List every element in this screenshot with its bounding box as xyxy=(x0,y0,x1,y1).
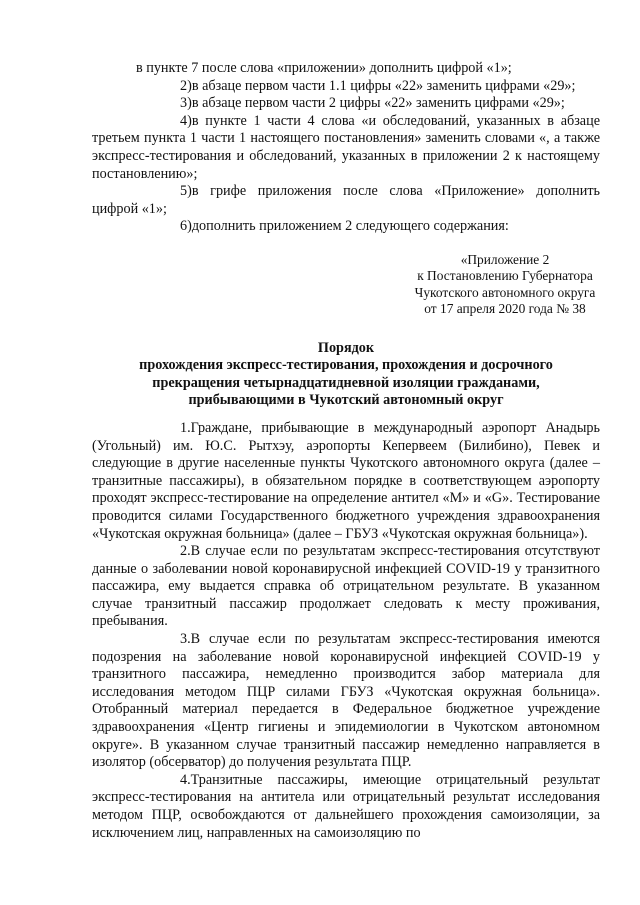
appendix-header-line: Чукотского автономного округа xyxy=(414,284,596,300)
amendment-number: 4) xyxy=(180,112,192,129)
amendment-number: 5) xyxy=(180,183,192,200)
title-line: прибывающими в Чукотский автономный округ xyxy=(188,392,504,409)
amendments-list xyxy=(92,60,600,236)
item-text: Граждане, прибывающие в международный аэропорт Анадырь (Угольный) им. Ю.С. Рытхэу, аэропорты Кепервеем (Билибино), Певек и следующие в другие населенные пункты Чукотского автономного округа (далее – транзитные пассажиры), в обязательном порядке в соответствующем аэропорту проходят экспресс-тестирование на определение антител «М» и «G». Тестирование проводится силами Государственного бюджетного учреждения здравоохранения «Чукотская окружная больница» (далее – ГБУЗ «Чукотская окружная больница»). xyxy=(92,419,600,542)
amendment-item-5 xyxy=(92,183,600,218)
amendment-text: в пункте 7 после слова «приложении» дополнить цифрой «1»; xyxy=(136,60,512,76)
procedure-item-3 xyxy=(92,631,600,772)
amendment-text: в абзаце первом части 2 цифры «22» заменить цифрами «29»; xyxy=(191,95,565,112)
amendment-number: 3) xyxy=(180,95,192,112)
amendment-text: дополнить приложением 2 следующего содержания: xyxy=(191,218,509,235)
amendment-item-1 xyxy=(92,60,600,78)
amendment-item-2 xyxy=(92,78,600,96)
amendment-item-3 xyxy=(92,95,600,113)
item-text: Транзитные пассажиры, имеющие отрицательный результат экспресс-тестирования на антитела или отрицательный результат исследования методом ПЦР, освобождаются от дальнейшего прохождения самоизоляции, за исключением лиц, направленных на самоизоляцию по xyxy=(92,771,600,841)
appendix-header-line: от 17 апреля 2020 года № 38 xyxy=(424,301,586,317)
amendment-item-4 xyxy=(92,113,600,183)
item-number: 3. xyxy=(180,631,191,648)
amendment-text: в абзаце первом части 1.1 цифры «22» заменить цифрами «29»; xyxy=(191,77,576,94)
title-line: прекращения четырнадцатидневной изоляции гражданами, xyxy=(152,374,540,391)
item-text: В случае если по результатам экспресс-тестирования имеются подозрения на заболевание новой коронавирусной инфекцией COVID-19 у транзитного пассажира, немедленно производится забор материала для исследования методом ПЦР силами ГБУЗ «Чукотская окружная больница». Отобранный материал передается в Федеральное бюджетное учреждение здравоохранения «Центр гигиены и эпидемиологии в Чукотском автономном округе». В указанном случае транзитный пассажир немедленно направляется в изолятор (обсерватор) до получения результата ПЦР. xyxy=(92,631,600,771)
appendix-header-line: «Приложение 2 xyxy=(460,251,550,267)
item-number: 2. xyxy=(180,543,191,560)
title-line: Порядок xyxy=(317,339,375,356)
procedure-item-4 xyxy=(92,772,600,842)
procedure-items xyxy=(92,420,600,842)
appendix-header xyxy=(410,252,600,318)
procedure-item-2 xyxy=(92,543,600,631)
procedure-title xyxy=(92,340,600,410)
item-number: 4. xyxy=(180,771,191,788)
amendment-number: 2) xyxy=(180,77,192,94)
amendment-text: в грифе приложения после слова «Приложение» дополнить цифрой «1»; xyxy=(92,183,600,217)
item-text: В случае если по результатам экспресс-тестирования отсутствуют данные о заболевании новой коронавирусной инфекцией COVID-19 у транзитного пассажира, ему выдается справка об отрицательном результате. В указанном случае транзитный пассажир продолжает следовать к месту проживания, пребывания. xyxy=(92,543,600,630)
amendment-text: в пункте 1 части 4 слова «и обследований, указанных в абзаце третьем пункта 1 части 1 настоящего постановления» заменить словами «, а также экспресс-тестирования и обследований, указанных в приложении 2 к настоящему постановлению»; xyxy=(92,112,600,182)
amendment-number: 6) xyxy=(180,218,192,235)
title-line: прохождения экспресс-тестирования, прохождения и досрочного xyxy=(139,357,553,374)
item-number: 1. xyxy=(180,419,191,436)
amendment-item-6 xyxy=(92,218,600,236)
appendix-header-line: к Постановлению Губернатора xyxy=(417,268,593,284)
procedure-item-1 xyxy=(92,420,600,543)
